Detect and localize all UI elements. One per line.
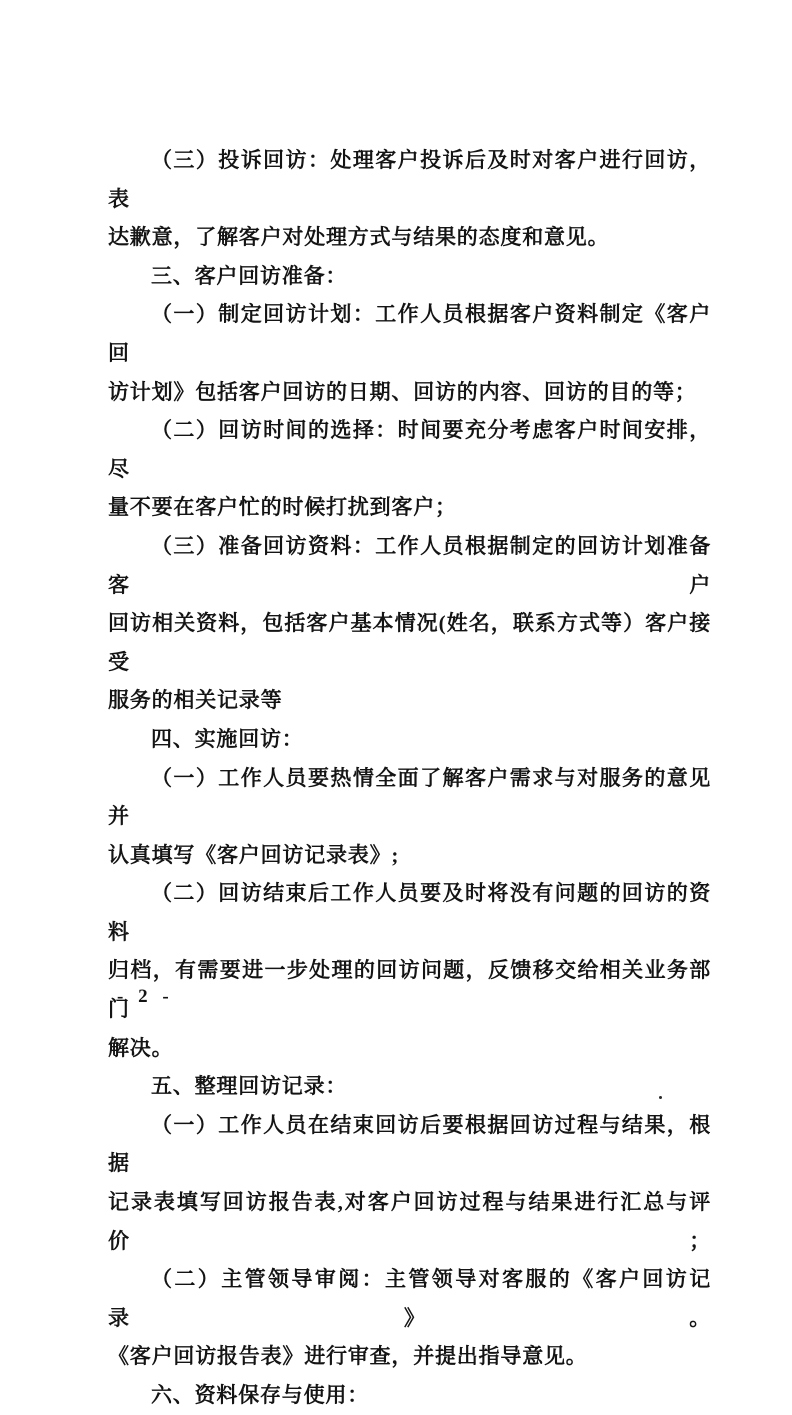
text-line: （一）工作人员要热情全面了解客户需求与对服务的意见并 xyxy=(108,765,711,829)
text-line: 达歉意，了解客户对处理方式与结果的态度和意见。 xyxy=(108,225,610,250)
text-line: 解决。 xyxy=(108,1035,174,1060)
text-line: （二）回访结束后工作人员要及时将没有问题的回访的资料 xyxy=(108,881,711,944)
text-line: 四、实施回访： xyxy=(151,726,304,751)
text-line: 访计划》包括客户回访的日期、回访的内容、回访的目的等； xyxy=(108,379,697,404)
text-line: 记录表填写回访报告表,对客户回访过程与结果进行汇总与评价； xyxy=(108,1190,711,1253)
text-line: （二）主管领导审阅：主管领导对客服的《客户回访记录》。 xyxy=(108,1267,711,1330)
text-line: （三）投诉回访：处理客户投诉后及时对客户进行回访，表 xyxy=(108,148,711,211)
text-line: （三）准备回访资料：工作人员根据制定的回访计划准备客户 xyxy=(108,533,711,597)
text-line: 六、资料保存与使用： xyxy=(151,1383,369,1407)
document-body xyxy=(108,141,711,1415)
text-line: 三、客户回访准备： xyxy=(151,263,348,288)
page-number: - 2 - xyxy=(117,986,174,1007)
text-line: 服务的相关记录等 xyxy=(108,688,283,713)
text-line: 归档，有需要进一步处理的回访问题，反馈移交给相关业务部门 xyxy=(108,958,711,1022)
text-line: 《客户回访报告表》进行审查，并提出指导意见。 xyxy=(108,1344,588,1369)
text-line: 五、整理回访记录： xyxy=(151,1074,348,1099)
text-line: （二）回访时间的选择：时间要充分考虑客户时间安排，尽 xyxy=(108,418,711,481)
scan-speck-artifact xyxy=(659,1096,662,1099)
text-line: 回访相关资料，包括客户基本情况(姓名，联系方式等）客户接受 xyxy=(108,611,711,674)
text-line: （一）工作人员在结束回访后要根据回访过程与结果，根据 xyxy=(108,1112,711,1176)
text-line: 认真填写《客户回访记录表》; xyxy=(108,842,400,867)
text-line: 量不要在客户忙的时候打扰到客户； xyxy=(108,495,457,520)
text-line: （一）制定回访计划：工作人员根据客户资料制定《客户回 xyxy=(108,302,711,365)
